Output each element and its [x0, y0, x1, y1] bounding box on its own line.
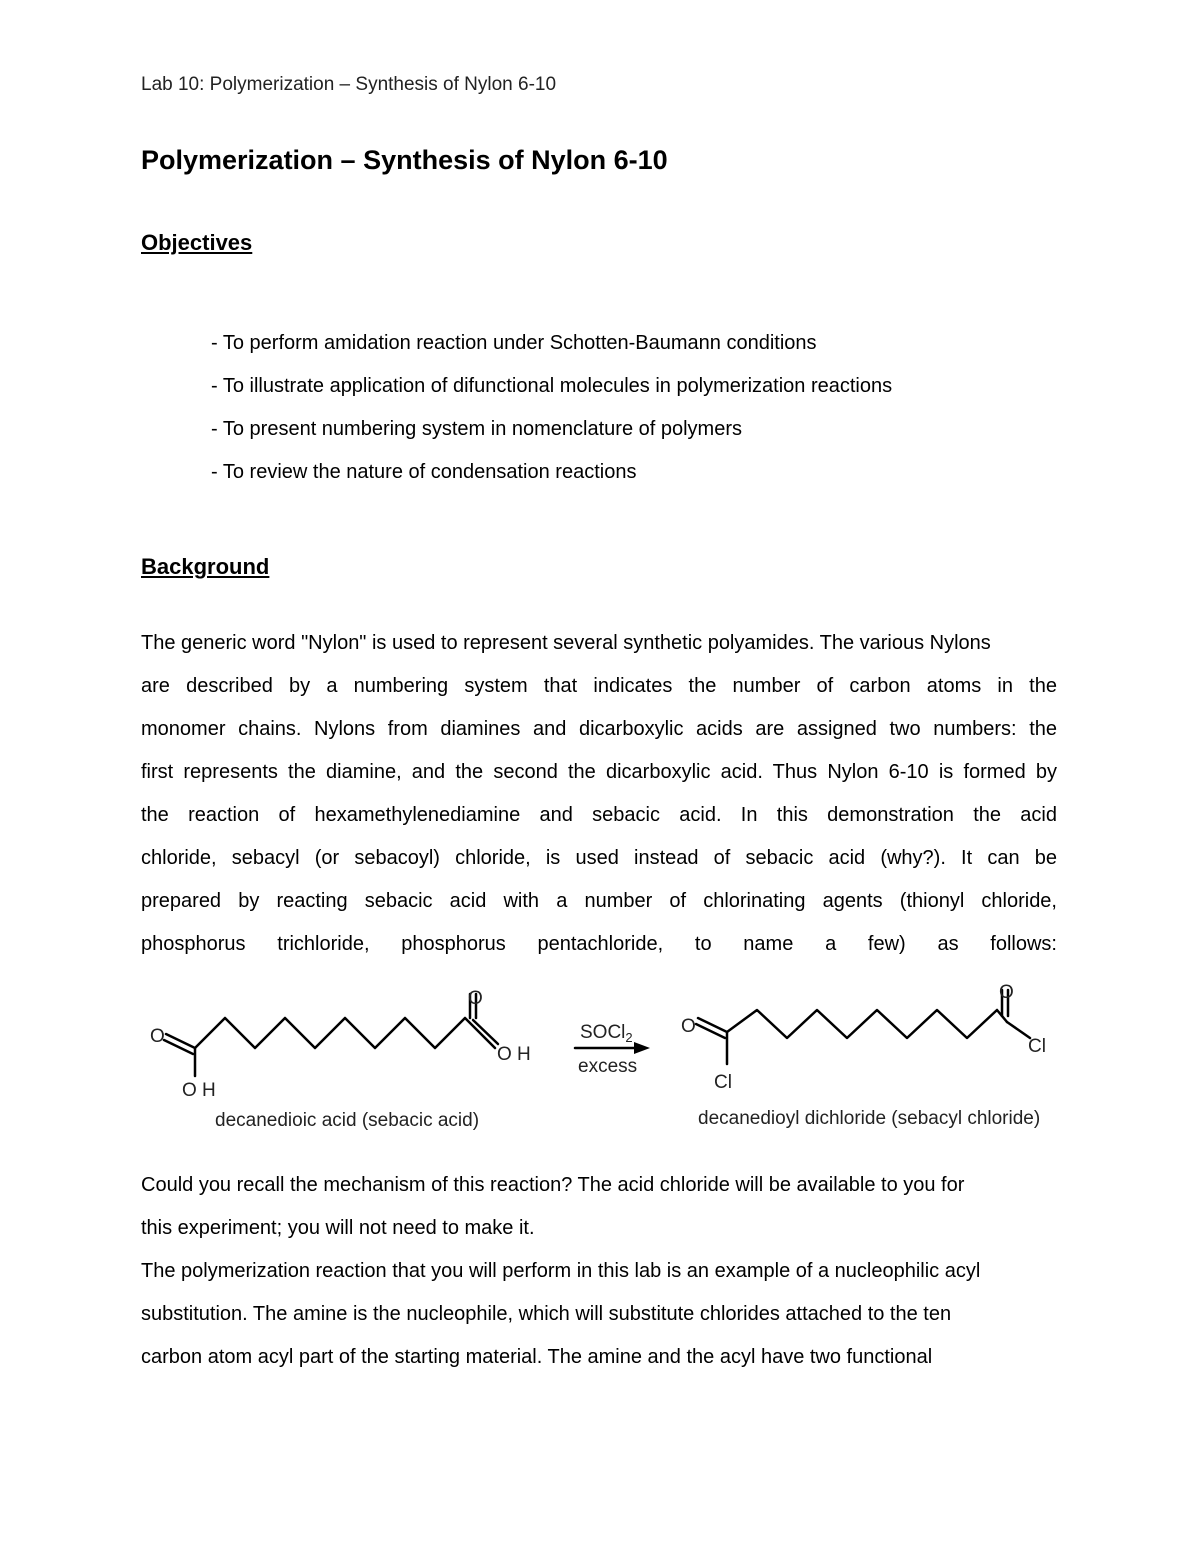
product-o-left: O: [681, 1016, 696, 1037]
list-item: - To illustrate application of difunctional molecules in polymerization reactions: [211, 375, 893, 397]
reaction-scheme: [130, 980, 1070, 1140]
paragraph-line: monomer chains. Nylons from diamines and dicarboxylic acids are assigned two numbers: the: [141, 718, 1057, 740]
background-paragraph: [141, 622, 1057, 966]
product-carbonyl-left-b: [696, 1024, 725, 1038]
paragraph-line: phosphorus trichloride, phosphorus pentachloride, to name a few) as follows:: [141, 933, 1057, 955]
list-item: - To perform amidation reaction under Schotten-Baumann conditions: [211, 332, 817, 354]
reactant-carbonyl-left-b: [164, 1040, 193, 1054]
paragraph-line: The polymerization reaction that you will perform in this lab is an example of a nucleophilic acyl: [141, 1260, 981, 1282]
product-cl-bond-right: [1007, 1022, 1030, 1038]
list-item: - To review the nature of condensation reactions: [211, 461, 637, 483]
product-label: decanedioyl dichloride (sebacyl chloride): [698, 1108, 1041, 1129]
reactant-carbonyl-left-a: [166, 1034, 195, 1048]
list-item: - To present numbering system in nomenclature of polymers: [211, 418, 742, 440]
paragraph-line: substitution. The amine is the nucleophile, which will substitute chlorides attached to the ten: [141, 1303, 952, 1325]
objectives-list: [211, 326, 892, 498]
paragraph-line: first represents the diamine, and the second the dicarboxylic acid. Thus Nylon 6-10 is formed by: [141, 761, 1057, 783]
reagent-top: SOCl$_2$: [580, 1022, 633, 1045]
paragraph-line: are described by a numbering system that indicates the number of carbon atoms in the: [141, 675, 1057, 697]
reactant-o-left: O: [150, 1026, 165, 1047]
objectives-heading: Objectives: [141, 230, 253, 255]
paragraph-line: chloride, sebacyl (or sebacoyl) chloride, is used instead of sebacic acid (why?). It can be: [141, 847, 1057, 869]
mechanism-paragraph: [141, 1164, 1057, 1250]
paragraph-line: The generic word "Nylon" is used to represent several synthetic polyamides. The various Nylons: [141, 632, 991, 654]
reactant-oh-bond-right: [473, 1020, 498, 1044]
paragraph-line: the reaction of hexamethylenediamine and sebacic acid. In this demonstration the acid: [141, 804, 1057, 826]
product-o-top: O: [999, 982, 1014, 1003]
arrow-head: [634, 1042, 650, 1054]
reactant-oh-right: O H: [497, 1044, 531, 1065]
paragraph-line: this experiment; you will not need to make it.: [141, 1217, 535, 1239]
running-header: Lab 10: Polymerization – Synthesis of Nylon 6-10: [141, 74, 557, 95]
background-heading: Background: [141, 554, 270, 579]
reactant-oh-bottom: O H: [182, 1080, 216, 1101]
product-carbonyl-left-a: [698, 1018, 727, 1032]
reactant-chain: [195, 1018, 495, 1048]
reactant-label: decanedioic acid (sebacic acid): [215, 1110, 480, 1131]
paragraph-line: prepared by reacting sebacic acid with a number of chlorinating agents (thionyl chloride,: [141, 890, 1057, 912]
page-title: Polymerization – Synthesis of Nylon 6-10: [141, 145, 668, 175]
reactant-o-top: O: [468, 988, 483, 1009]
product-chain: [727, 1010, 1007, 1038]
polymerization-paragraph: [141, 1250, 1057, 1379]
product-cl-bottom: Cl: [714, 1072, 732, 1093]
product-cl-right: Cl: [1028, 1036, 1046, 1057]
reagent-bottom: excess: [578, 1056, 638, 1077]
paragraph-line: Could you recall the mechanism of this reaction? The acid chloride will be available to you for: [141, 1174, 965, 1196]
paragraph-line: carbon atom acyl part of the starting material. The amine and the acyl have two functional: [141, 1346, 933, 1368]
